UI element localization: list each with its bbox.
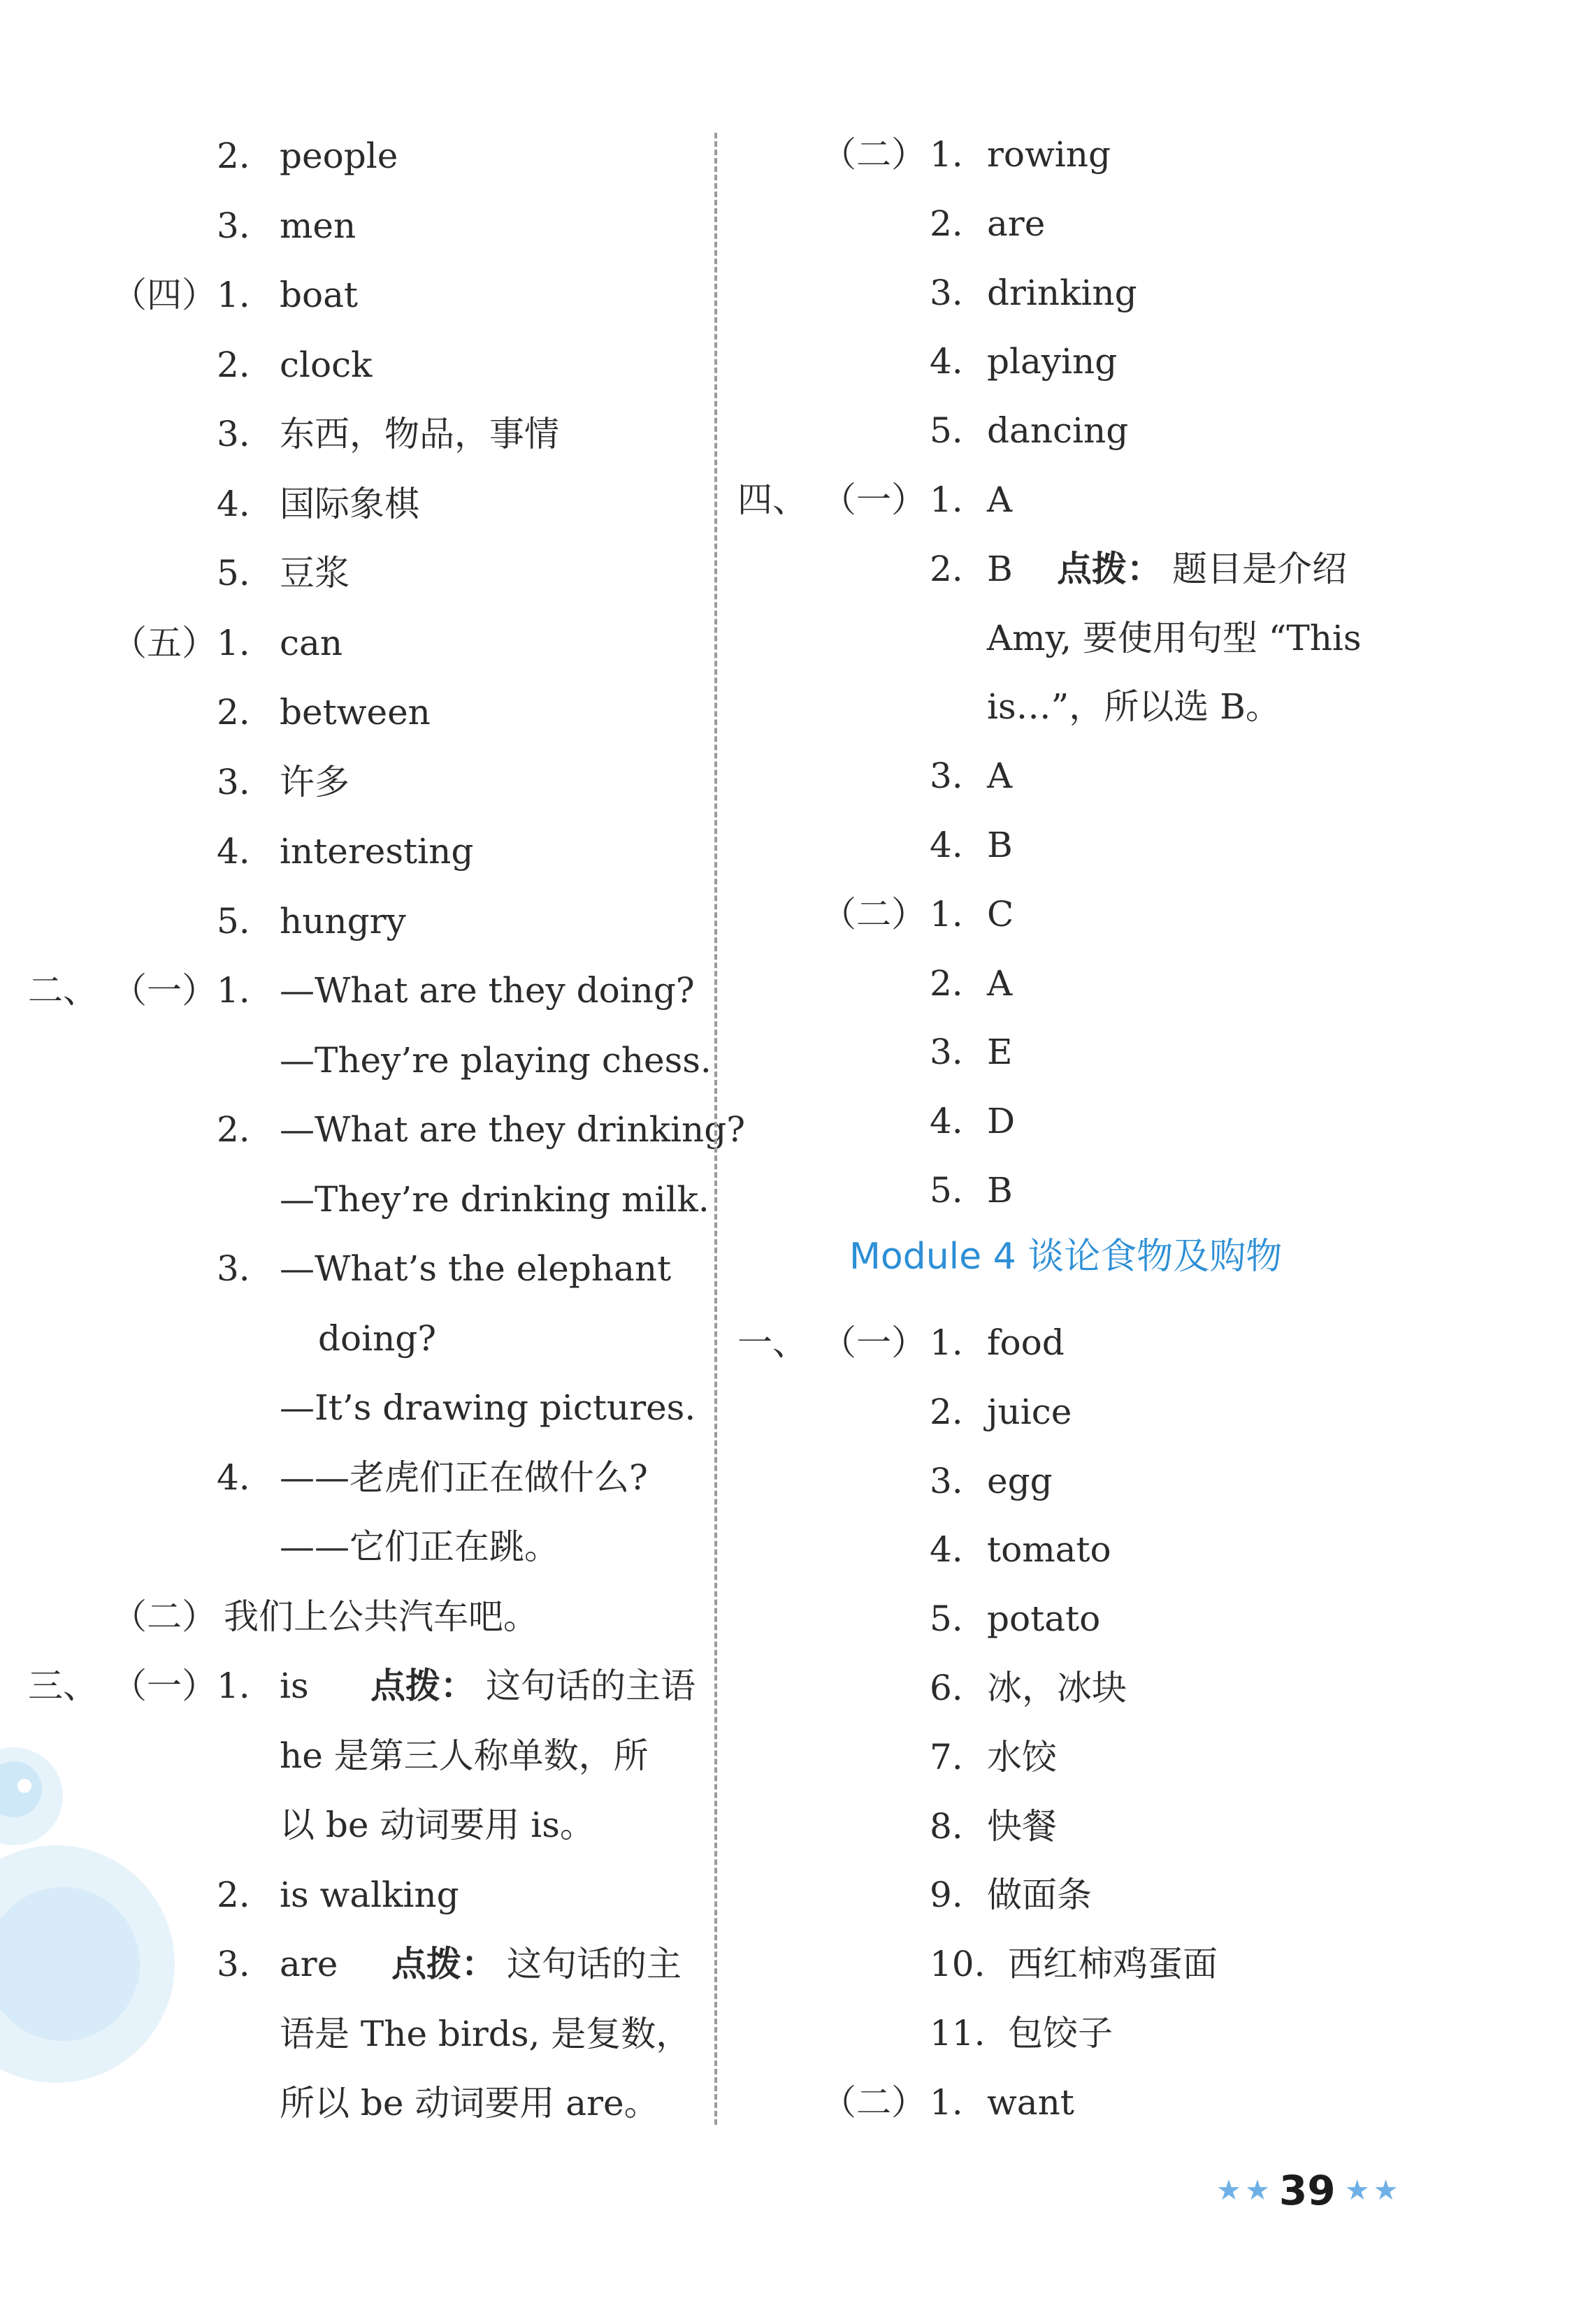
answer-text: hungry <box>280 900 406 941</box>
answer-text: —It’s drawing pictures. <box>280 1387 696 1428</box>
star-icon: ★ <box>1344 2174 1370 2207</box>
answer-text: 包饺子 <box>1008 2013 1113 2054</box>
item-number: 3. <box>217 761 250 802</box>
answer-text: A <box>987 962 1013 1004</box>
item-number: 5. <box>217 900 250 941</box>
major-section-label: 二、 <box>28 970 98 1011</box>
answer-text: D <box>987 1101 1016 1142</box>
answer-text: 冰，冰块 <box>987 1668 1127 1708</box>
answer-text: B <box>987 1170 1013 1211</box>
answer-text: he 是第三人称单数，所 <box>280 1735 649 1776</box>
answer-text: E <box>987 1032 1013 1073</box>
answer-text: 西红柿鸡蛋面 <box>1008 1944 1218 1985</box>
item-number: 4. <box>930 1529 963 1571</box>
item-number: 4. <box>217 1457 250 1498</box>
item-number: 2. <box>930 548 963 589</box>
item-number: 11. <box>930 2013 986 2054</box>
item-number: 2. <box>217 692 250 732</box>
tip-label: 点拨： <box>370 1665 475 1706</box>
answer-text: drinking <box>987 272 1137 313</box>
item-number: 4. <box>930 1101 963 1142</box>
sub-section-label: （四） <box>112 275 217 315</box>
answer-text: egg <box>987 1460 1053 1501</box>
item-number: 9. <box>930 1875 963 1916</box>
answer-text: Amy, 要使用句型 “This <box>987 617 1362 658</box>
answer-text: clock <box>280 344 373 385</box>
item-number: 3. <box>217 1944 250 1984</box>
item-number: 1. <box>930 479 963 520</box>
answer-text: food <box>987 1322 1065 1363</box>
answer-text: A <box>987 756 1013 797</box>
page-footer <box>1216 2167 1399 2216</box>
answer-text: 国际象棋 <box>280 483 419 524</box>
item-number: 4. <box>217 483 250 524</box>
item-number: 2. <box>217 1109 250 1150</box>
item-number: 8. <box>930 1805 963 1847</box>
answer-text: —What are they doing? <box>280 970 695 1011</box>
sub-section-label: （一） <box>112 970 217 1011</box>
answer-text: —What are they drinking? <box>280 1109 746 1150</box>
item-number: 1. <box>930 1322 963 1363</box>
item-number: 4. <box>930 825 963 865</box>
answer-text: dancing <box>987 410 1129 452</box>
answer-text: interesting <box>280 831 474 872</box>
item-number: 5. <box>930 1598 963 1640</box>
item-number: 2. <box>217 344 250 385</box>
item-number: 2. <box>930 1391 963 1432</box>
answer-text: —They’re playing chess. <box>280 1039 712 1081</box>
sub-section-label: （二） <box>112 1596 217 1637</box>
column-divider <box>714 133 717 2125</box>
item-number: 6. <box>930 1668 963 1708</box>
answer-text: doing? <box>318 1318 437 1359</box>
sub-section-label: （一） <box>821 1322 926 1363</box>
answer-text: —They’re drinking milk. <box>280 1178 709 1220</box>
star-icon: ★ <box>1373 2174 1399 2207</box>
answer-text: rowing <box>987 134 1111 175</box>
item-number: 1. <box>217 622 250 663</box>
item-number: 5. <box>217 553 250 593</box>
item-number: 3. <box>930 756 963 797</box>
mascot-watermark <box>0 1733 182 2125</box>
item-number: 1. <box>217 1666 250 1706</box>
answer-text: 我们上公共汽车吧。 <box>224 1596 538 1637</box>
answer-text: playing <box>987 341 1118 382</box>
answer-text: 许多 <box>280 761 349 802</box>
answer-text: want <box>987 2081 1074 2123</box>
answer-text: B <box>987 548 1013 589</box>
item-number: 2. <box>217 1874 250 1915</box>
item-number: 1. <box>930 134 963 175</box>
answer-text: are <box>987 203 1046 244</box>
answer-text: is <box>280 1666 309 1706</box>
answer-text: can <box>280 622 343 663</box>
sub-section-label: （一） <box>821 479 926 520</box>
item-number: 2. <box>930 203 963 244</box>
item-number: 3. <box>930 272 963 313</box>
item-number: 1. <box>930 2081 963 2123</box>
sub-section-label: （五） <box>112 622 217 663</box>
star-icon: ★ <box>1216 2174 1241 2207</box>
tip-label: 点拨： <box>391 1943 496 1984</box>
answer-text: juice <box>987 1391 1072 1432</box>
item-number: 2. <box>217 136 250 176</box>
sub-section-label: （二） <box>821 893 926 934</box>
answer-text: 做面条 <box>987 1875 1092 1916</box>
item-number: 3. <box>930 1460 963 1501</box>
tip-text: 这句话的主语 <box>486 1666 695 1706</box>
item-number: 2. <box>930 962 963 1004</box>
answer-text: —What’s the elephant <box>280 1248 672 1289</box>
answer-text: 水饺 <box>987 1736 1057 1777</box>
tip-label: 点拨： <box>1057 547 1162 589</box>
item-number: 7. <box>930 1736 963 1777</box>
answer-text: potato <box>987 1598 1101 1640</box>
answer-text: are <box>280 1944 338 1984</box>
answer-text: people <box>280 136 398 176</box>
item-number: 10. <box>930 1944 986 1985</box>
answer-text: C <box>987 893 1014 934</box>
item-number: 3. <box>217 205 250 246</box>
answer-text: is walking <box>280 1874 459 1915</box>
answer-text: ——它们正在跳。 <box>280 1527 559 1567</box>
major-section-label: 三、 <box>28 1666 98 1706</box>
answer-text: 所以 be 动词要用 are。 <box>280 2083 659 2123</box>
item-number: 1. <box>217 970 250 1011</box>
item-number: 1. <box>930 893 963 934</box>
answer-text: 以 be 动词要用 is。 <box>280 1805 595 1845</box>
answer-text: 快餐 <box>987 1805 1057 1847</box>
tip-text: 题目是介绍 <box>1172 548 1347 589</box>
answer-text: is…”，所以选 B。 <box>987 686 1281 728</box>
item-number: 3. <box>217 414 250 454</box>
item-number: 3. <box>217 1248 250 1289</box>
sub-section-label: （二） <box>821 2081 926 2123</box>
major-section-label: 一、 <box>737 1322 807 1363</box>
module-title: Module 4 谈论食物及购物 <box>849 1236 1283 1278</box>
page-number: 39 <box>1278 2167 1336 2214</box>
item-number: 3. <box>930 1032 963 1073</box>
answer-text: between <box>280 692 431 732</box>
answer-text: B <box>987 825 1013 865</box>
answer-text: ——老虎们正在做什么? <box>280 1457 648 1498</box>
major-section-label: 四、 <box>737 479 807 520</box>
item-number: 4. <box>930 341 963 382</box>
answer-text: A <box>987 479 1013 520</box>
item-number: 5. <box>930 1170 963 1211</box>
sub-section-label: （二） <box>821 134 926 175</box>
item-number: 1. <box>217 275 250 315</box>
answer-text: men <box>280 205 356 246</box>
item-number: 5. <box>930 410 963 452</box>
answer-text: tomato <box>987 1529 1111 1571</box>
answer-text: boat <box>280 275 359 315</box>
sub-section-label: （一） <box>112 1666 217 1706</box>
answer-text: 语是 The birds, 是复数， <box>280 2013 691 2054</box>
item-number: 4. <box>217 831 250 872</box>
answer-text: 东西，物品，事情 <box>280 414 559 454</box>
tip-text: 这句话的主 <box>507 1944 682 1984</box>
answer-text: 豆浆 <box>280 553 349 593</box>
star-icon: ★ <box>1244 2174 1270 2207</box>
